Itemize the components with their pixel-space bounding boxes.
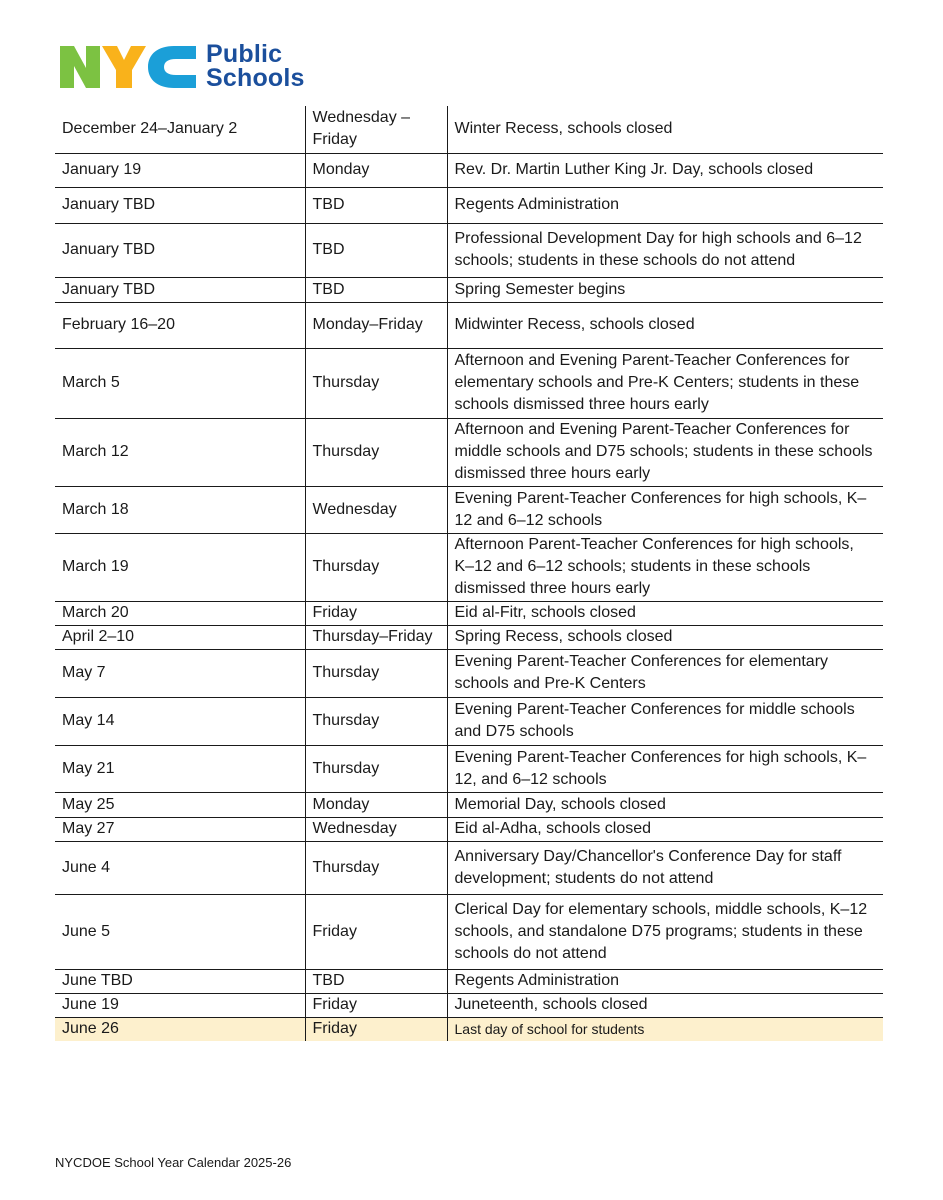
day-cell: TBD	[305, 277, 447, 302]
date-cell: January TBD	[55, 277, 305, 302]
table-row	[55, 277, 883, 302]
event-cell: Afternoon Parent-Teacher Conferences for high schools, K–12 and 6–12 schools; students in these schools dismissed three hours early	[447, 533, 883, 601]
table-row	[55, 533, 883, 601]
date-cell: March 20	[55, 601, 305, 625]
table-row-highlighted	[55, 1017, 883, 1041]
event-cell: Evening Parent-Teacher Conferences for middle schools and D75 schools	[447, 697, 883, 745]
date-cell: May 14	[55, 697, 305, 745]
event-cell: Evening Parent-Teacher Conferences for elementary schools and Pre-K Centers	[447, 649, 883, 697]
table-row	[55, 841, 883, 894]
day-cell: Thursday	[305, 418, 447, 486]
event-cell: Eid al-Fitr, schools closed	[447, 601, 883, 625]
event-cell: Winter Recess, schools closed	[447, 106, 883, 153]
event-cell: Clerical Day for elementary schools, middle schools, K–12 schools, and standalone D75 programs; students in these schools do not attend	[447, 894, 883, 969]
table-row	[55, 153, 883, 187]
date-cell: March 19	[55, 533, 305, 601]
date-cell: March 12	[55, 418, 305, 486]
day-cell: TBD	[305, 969, 447, 993]
day-cell: Thursday	[305, 745, 447, 792]
event-cell: Afternoon and Evening Parent-Teacher Conferences for middle schools and D75 schools; students in these schools dismissed three hours early	[447, 418, 883, 486]
event-cell: Spring Recess, schools closed	[447, 625, 883, 649]
day-cell: TBD	[305, 223, 447, 277]
table-row	[55, 302, 883, 348]
page-footer: NYCDOE School Year Calendar 2025-26	[55, 1155, 292, 1170]
event-cell: Regents Administration	[447, 969, 883, 993]
day-cell: TBD	[305, 187, 447, 223]
date-cell: January TBD	[55, 223, 305, 277]
day-cell: Friday	[305, 894, 447, 969]
table-row	[55, 649, 883, 697]
school-calendar-table	[55, 106, 883, 1041]
event-cell: Last day of school for students	[447, 1017, 883, 1041]
day-cell: Thursday	[305, 348, 447, 418]
event-cell: Memorial Day, schools closed	[447, 792, 883, 817]
day-cell: Thursday	[305, 841, 447, 894]
table-row	[55, 697, 883, 745]
table-row	[55, 187, 883, 223]
date-cell: May 7	[55, 649, 305, 697]
logo-word-schools: Schools	[206, 64, 305, 92]
date-cell: June 19	[55, 993, 305, 1017]
day-cell: Thursday	[305, 533, 447, 601]
date-cell: June 5	[55, 894, 305, 969]
event-cell: Afternoon and Evening Parent-Teacher Conferences for elementary schools and Pre-K Centers; students in these schools dismissed three hours early	[447, 348, 883, 418]
event-cell: Regents Administration	[447, 187, 883, 223]
table-row	[55, 418, 883, 486]
table-row	[55, 993, 883, 1017]
event-cell: Evening Parent-Teacher Conferences for high schools, K–12, and 6–12 schools	[447, 745, 883, 792]
table-row	[55, 348, 883, 418]
date-cell: December 24–January 2	[55, 106, 305, 153]
date-cell: May 21	[55, 745, 305, 792]
nyc-logo-mark-icon	[58, 42, 198, 90]
table-row	[55, 792, 883, 817]
date-cell: June 26	[55, 1017, 305, 1041]
event-cell: Rev. Dr. Martin Luther King Jr. Day, schools closed	[447, 153, 883, 187]
date-cell: June TBD	[55, 969, 305, 993]
day-cell: Wednesday	[305, 817, 447, 841]
event-cell: Eid al-Adha, schools closed	[447, 817, 883, 841]
event-cell: Spring Semester begins	[447, 277, 883, 302]
day-cell: Thursday–Friday	[305, 625, 447, 649]
day-cell: Friday	[305, 601, 447, 625]
date-cell: March 5	[55, 348, 305, 418]
table-row	[55, 745, 883, 792]
logo-wordmark	[206, 42, 305, 90]
event-cell: Professional Development Day for high schools and 6–12 schools; students in these schools do not attend	[447, 223, 883, 277]
date-cell: March 18	[55, 486, 305, 533]
day-cell: Friday	[305, 993, 447, 1017]
table-row	[55, 894, 883, 969]
date-cell: April 2–10	[55, 625, 305, 649]
date-cell: January 19	[55, 153, 305, 187]
day-cell: Wednesday –Friday	[305, 106, 447, 153]
table-row	[55, 223, 883, 277]
table-row	[55, 969, 883, 993]
logo-word-public: Public	[206, 40, 283, 68]
day-cell: Thursday	[305, 697, 447, 745]
date-cell: June 4	[55, 841, 305, 894]
date-cell: May 25	[55, 792, 305, 817]
day-cell: Monday	[305, 792, 447, 817]
day-cell: Monday	[305, 153, 447, 187]
table-row	[55, 486, 883, 533]
day-cell: Wednesday	[305, 486, 447, 533]
event-cell: Evening Parent-Teacher Conferences for high schools, K–12 and 6–12 schools	[447, 486, 883, 533]
day-cell: Monday–Friday	[305, 302, 447, 348]
date-cell: January TBD	[55, 187, 305, 223]
event-cell: Anniversary Day/Chancellor's Conference Day for staff development; students do not attend	[447, 841, 883, 894]
day-cell: Thursday	[305, 649, 447, 697]
date-cell: May 27	[55, 817, 305, 841]
table-row	[55, 106, 883, 153]
event-cell: Midwinter Recess, schools closed	[447, 302, 883, 348]
table-row	[55, 601, 883, 625]
table-row	[55, 817, 883, 841]
table-row	[55, 625, 883, 649]
date-cell: February 16–20	[55, 302, 305, 348]
nyc-public-schools-logo	[58, 40, 305, 92]
day-cell: Friday	[305, 1017, 447, 1041]
event-cell: Juneteenth, schools closed	[447, 993, 883, 1017]
